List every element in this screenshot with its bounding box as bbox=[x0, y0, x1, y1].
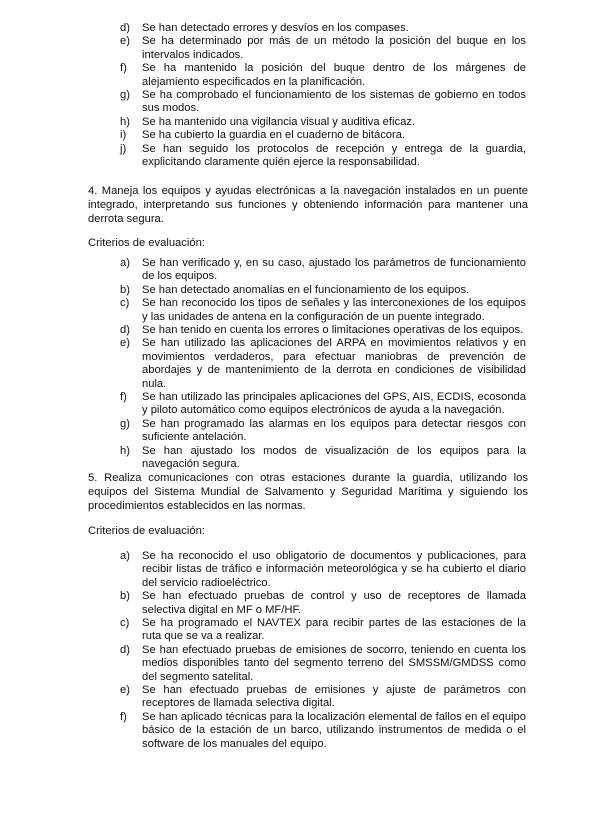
list-item-text: Se han efectuado pruebas de control y uso de receptores de llamada selectiva digital en MF o MF/HF. bbox=[142, 590, 526, 616]
list-marker: f) bbox=[120, 710, 127, 723]
list-item-text: Se han utilizado las aplicaciones del ARPA en movimientos relativos y en movimientos verdaderos, para efectuar maniobras de prevención de abordajes y de mantenimiento de la derrota en condiciones de visibilidad nula. bbox=[142, 337, 526, 390]
list-item-text: Se han programado las alarmas en los equipos para detectar riesgos con suficiente antelación. bbox=[142, 417, 526, 444]
list-item-text: Se ha determinado por más de un método la posición del buque en los intervalos indicados. bbox=[142, 35, 526, 61]
list-item-text: Se han reconocido los tipos de señales y las interconexiones de los equipos y las unidades de antena en la configuración de un puente integrado. bbox=[142, 297, 526, 323]
list-item bbox=[0, 22, 600, 35]
list-item bbox=[0, 590, 600, 617]
list-item bbox=[0, 297, 600, 324]
section-4-criteria-label: Criterios de evaluación: bbox=[88, 237, 205, 249]
list-marker: e) bbox=[120, 684, 130, 697]
list-item-text: Se han aplicado técnicas para la localización elemental de fallos en el equipo básico de la estación de un barco, utilizando instrumentos de medida o el software de los manuales del equipo. bbox=[142, 710, 526, 750]
section-5-criteria-label: Criterios de evaluación: bbox=[88, 525, 205, 537]
list-marker: e) bbox=[120, 337, 130, 350]
list-marker: d) bbox=[120, 324, 130, 337]
list-item bbox=[0, 324, 600, 337]
list-marker: a) bbox=[120, 257, 130, 269]
list-item bbox=[0, 617, 600, 644]
list-item-text: Se han tenido en cuenta los errores o limitaciones operativas de los equipos. bbox=[142, 324, 524, 337]
list-marker: g) bbox=[120, 417, 130, 430]
list-marker: g) bbox=[120, 89, 130, 102]
list-marker: d) bbox=[120, 22, 130, 34]
list-item bbox=[0, 445, 600, 472]
list-item-text: Se ha mantenido una vigilancia visual y auditiva eficaz. bbox=[142, 115, 416, 128]
list-marker: j) bbox=[120, 142, 127, 155]
list-marker: i) bbox=[120, 129, 127, 142]
list-item bbox=[0, 644, 600, 684]
list-marker: f) bbox=[120, 391, 127, 404]
list-item-text: Se han ajustado los modos de visualización de los equipos para la navegación segura. bbox=[142, 444, 526, 471]
list-item bbox=[0, 550, 600, 590]
list-item bbox=[0, 129, 600, 142]
list-marker: c) bbox=[120, 297, 130, 310]
list-item bbox=[0, 62, 600, 89]
list-item bbox=[0, 337, 600, 391]
list-item bbox=[0, 711, 600, 751]
list-item bbox=[0, 89, 600, 116]
list-item-text: Se han verificado y, en su caso, ajustado los parámetros de funcionamiento de los equipos. bbox=[142, 257, 526, 283]
list-item bbox=[0, 684, 600, 711]
list-marker: f) bbox=[120, 62, 127, 75]
list-item bbox=[0, 116, 600, 129]
list-marker: b) bbox=[120, 283, 130, 296]
list-marker: d) bbox=[120, 643, 130, 656]
list-marker: a) bbox=[120, 550, 130, 562]
list-marker: h) bbox=[120, 444, 130, 457]
list-item-text: Se ha cubierto la guardia en el cuaderno de bitácora. bbox=[142, 129, 406, 142]
list-marker: h) bbox=[120, 115, 130, 128]
list-item bbox=[0, 418, 600, 445]
list-marker: e) bbox=[120, 35, 130, 48]
list-item-text: Se ha reconocido el uso obligatorio de documentos y publicaciones, para recibir listas de tráfico e información meteorológica y se ha cubierto el diario del servicio radioeléctrico. bbox=[142, 550, 526, 589]
list-item-text: Se han detectado anomalías en el funcionamiento de los equipos. bbox=[142, 283, 470, 296]
criteria-list-continued bbox=[0, 22, 600, 169]
section-5-heading: 5. Realiza comunicaciones con otras estaciones durante la guardia, utilizando los equipos del Sistema Mundial de Salvamento y Seguridad Marítima y siguiendo los procedimientos establecidos en las normas. bbox=[88, 472, 528, 513]
section-5-criteria-list bbox=[0, 550, 600, 751]
list-item bbox=[0, 391, 600, 418]
list-marker: c) bbox=[120, 617, 130, 630]
list-item-text: Se ha programado el NAVTEX para recibir partes de las estaciones de la ruta que se va a realizar. bbox=[142, 617, 526, 643]
section-4-criteria-list bbox=[0, 257, 600, 472]
list-item-text: Se han seguido los protocolos de recepción y entrega de la guardia, explicitando claramente quién ejerce la responsabilidad. bbox=[142, 142, 526, 169]
list-item-text: Se han efectuado pruebas de emisiones de socorro, teniendo en cuenta los medios disponibles tanto del segmento terreno del SMSSM/GMDSS como del segmento satelital. bbox=[142, 643, 526, 683]
list-item bbox=[0, 143, 600, 170]
list-item-text: Se han efectuado pruebas de emisiones y ajuste de parámetros con receptores de llamada selectiva digital. bbox=[142, 684, 526, 710]
list-item bbox=[0, 35, 600, 62]
list-item bbox=[0, 284, 600, 297]
list-item-text: Se han utilizado las principales aplicaciones del GPS, AIS, ECDIS, ecosonda y piloto automático como equipos electrónicos de ayuda a la navegación. bbox=[142, 391, 526, 417]
list-marker: b) bbox=[120, 590, 130, 603]
list-item-text: Se han detectado errores y desvíos en los compases. bbox=[142, 22, 409, 34]
list-item-text: Se ha mantenido la posición del buque dentro de los márgenes de alejamiento especificados en la planificación. bbox=[142, 62, 526, 88]
list-item bbox=[0, 257, 600, 284]
section-4-heading: 4. Maneja los equipos y ayudas electrónicas a la navegación instalados en un puente integrado, interpretando sus funciones y obteniendo información para mantener una derrota segura. bbox=[88, 185, 528, 226]
list-item-text: Se ha comprobado el funcionamiento de los sistemas de gobierno en todos sus modos. bbox=[142, 89, 526, 115]
